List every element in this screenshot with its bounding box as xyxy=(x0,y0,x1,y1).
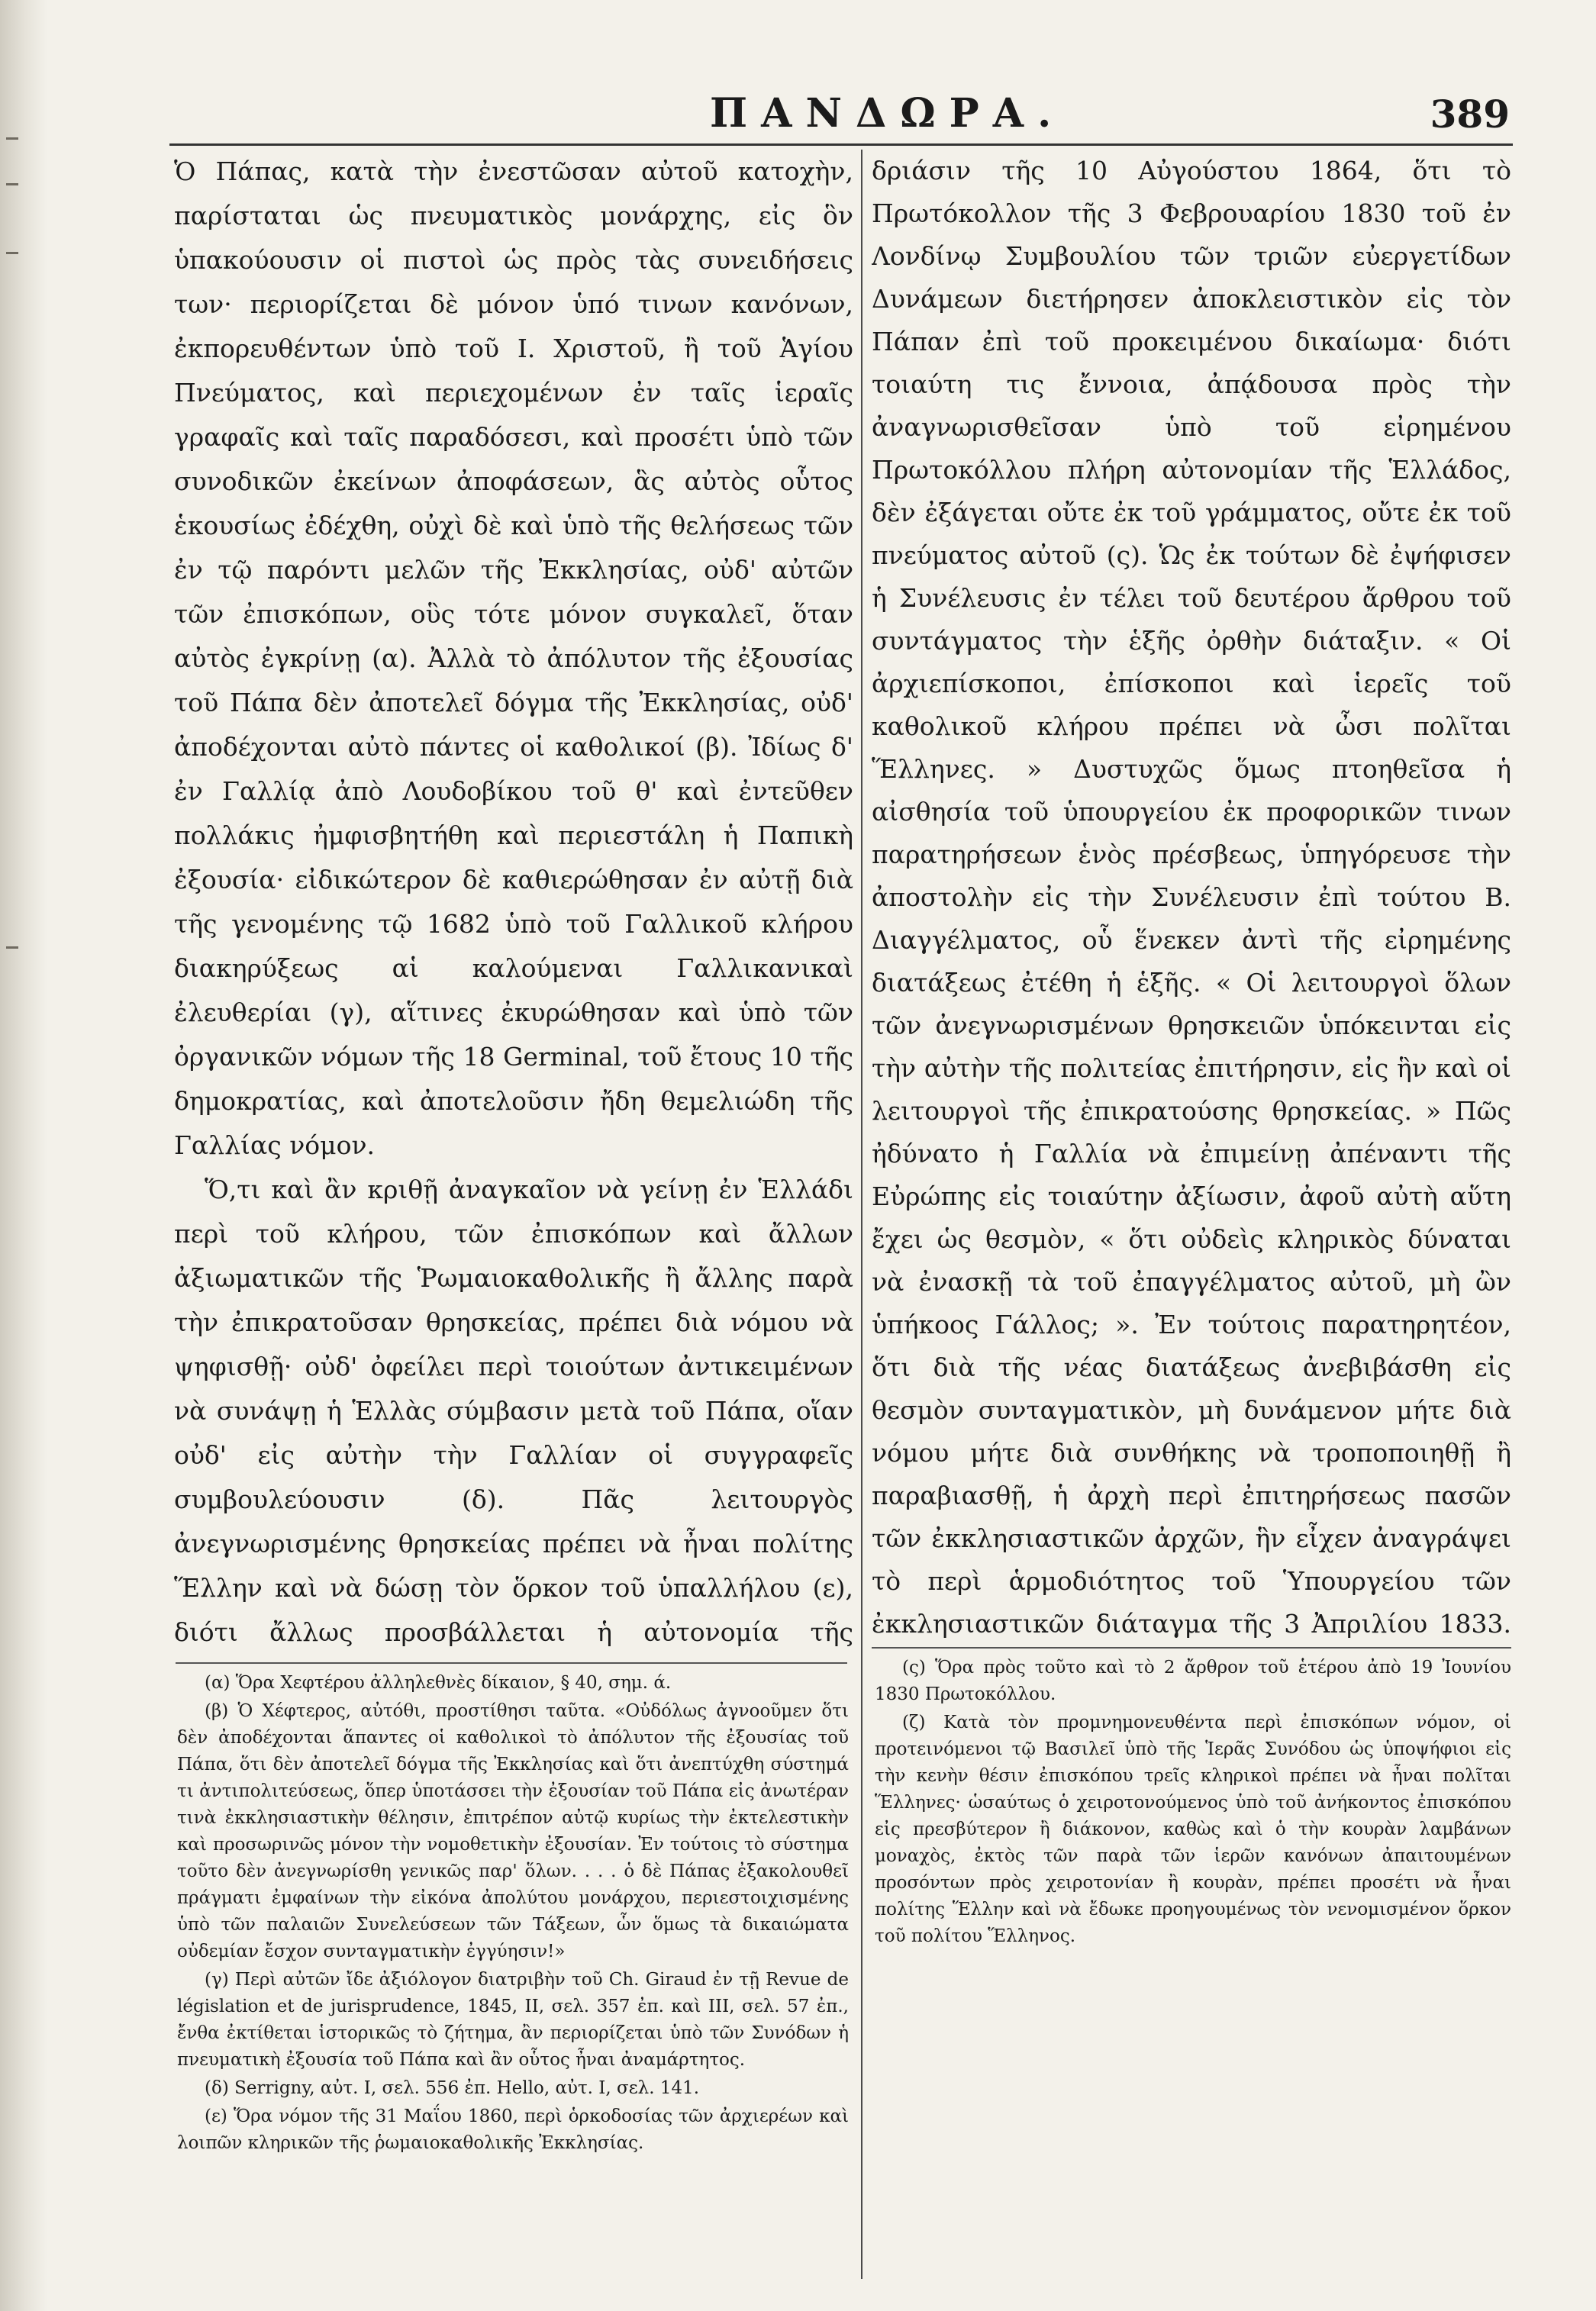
page-number: 389 xyxy=(1430,92,1510,137)
header-rule xyxy=(169,143,1513,146)
right-footnotes xyxy=(875,1655,1511,2280)
footnote-gamma: (γ) Περὶ αὐτῶν ἴδε ἀξιόλογον διατριβὴν τοῦ Ch. Giraud ἐν τῇ Revue de législation et de jurisprudence, 1845, II, σελ. 357 ἐπ. καὶ III, σελ. 57 ἐπ., ἔνθα ἐκτίθεται ἱστορικῶς τὸ ζήτημα, ἂν περιορίζεται ὑπὸ τῶν Συνόδων ἡ πνευματικὴ ἐξουσία τοῦ Πάπα καὶ ἂν οὗτος ἦναι ἀναμάρτητος. xyxy=(177,1970,849,2070)
spine-mark xyxy=(6,252,18,254)
left-paragraph-2: Ὅ,τι καὶ ἂν κριθῇ ἀναγκαῖον νὰ γείνῃ ἐν Ἑλλάδι περὶ τοῦ κλήρου, τῶν ἐπισκόπων καὶ ἄλλων ἀξιωματικῶν τῆς Ῥωμαιοκαθολικῆς ἢ ἄλλης παρὰ τὴν ἐπικρατοῦσαν θρησκείας, πρέπει διὰ νόμου νὰ ψηφισθῇ· οὐδ' ὀφείλει περὶ τοιούτων ἀντικειμένων νὰ συνάψῃ ἡ Ἑλλὰς σύμβασιν μετὰ τοῦ Πάπα, οἵαν οὐδ' εἰς αὐτὴν τὴν Γαλλίαν οἱ συγγραφεῖς συμβουλεύουσιν (δ). Πᾶς λειτουργὸς ἀνεγνωρισμένης θρησκείας πρέπει νὰ ἦναι πολίτης Ἕλλην καὶ νὰ δώσῃ τὸν ὅρκον τοῦ ὑπαλλήλου (ε), διότι ἄλλως προσβάλλεται ἡ αὐτονομία τῆς xyxy=(174,1175,853,1647)
footnote-zeta: (ζ) Κατὰ τὸν προμνημονευθέντα περὶ ἐπισκόπων νόμον, οἱ προτεινόμενοι τῷ Βασιλεῖ ὑπὸ τῆς Ἱερᾶς Συνόδου ὡς ὑποψήφιοι εἰς τὴν κενὴν θέσιν ἐπισκόπου τρεῖς κληρικοὶ πρέπει νὰ ἦναι πολῖται Ἕλληνες· ὡσαύτως ὁ χειροτονούμενος ὑπὸ τοῦ ἀνήκοντος ἐπισκόπου εἰς πρεσβύτερον ἢ διάκονον, καθὼς καὶ ὁ τὴν κουρὰν λαμβάνων μοναχὸς, ἐκτὸς τῶν παρὰ τῶν ἱερῶν κανόνων ἀπαιτουμένων προσόντων πρὸς χειροτονίαν ἢ κουρὰν, πρέπει προσέτι νὰ ἦναι πολίτης Ἕλλην καὶ νὰ ἔδωκε προηγουμένως τὸν νενομισμένον ὅρκον τοῦ πολίτου Ἕλληνος. xyxy=(875,1713,1511,1946)
left-footnotes xyxy=(177,1670,849,2280)
column-divider xyxy=(861,150,862,2279)
spine-mark xyxy=(6,137,18,140)
running-title: ΠΑΝΔΩΡΑ. xyxy=(710,90,1066,137)
right-column-body xyxy=(872,150,1511,1638)
footnote-beta: (β) Ὁ Χέφτερος, αὐτόθι, προστίθησι ταῦτα. «Οὐδόλως ἀγνοοῦμεν ὅτι δὲν ἀποδέχονται ἅπαντες οἱ καθολικοὶ τὸ ἀπόλυτον τῆς ἐξουσίας τοῦ Πάπα, ὅτι δὲν ἀποτελεῖ δόγμα τῆς Ἐκκλησίας καὶ ὅτι ἀνεπτύχθη σύστημά τι ἀντιπολιτεύσεως, ὅπερ ὑποτάσσει τὴν ἐξουσίαν τοῦ Πάπα εἰς ἀνωτέραν τινὰ ἐκκλησιαστικὴν θέλησιν, ἐπιτρέπον αὐτῷ κυρίως τὴν ἐκτελεστικὴν καὶ προσωρινῶς μόνον τὴν νομοθετικὴν ἐξουσίαν. Ἐν τούτοις τὸ σύστημα τοῦτο δὲν ἀνεγνωρίσθη γενικῶς παρ' ὅλων. . . . ὁ δὲ Πάπας ἐξακολουθεῖ πράγματι ἐμφαίνων τὴν εἰκόνα ἀπολύτου μονάρχου, περιεστοιχισμένης ὑπὸ τῶν παλαιῶν Συνελεύσεων τῶν Τάξεων, ὧν ὅμως τὰ δικαιώματα οὐδεμίαν ἔσχον συνταγματικὴν ἐγγύησιν!» xyxy=(177,1701,849,1961)
footnote-delta: (δ) Serrigny, αὐτ. I, σελ. 556 ἐπ. Hello, αὐτ. I, σελ. 141. xyxy=(205,2078,700,2098)
footnote-rule-right xyxy=(872,1647,1511,1649)
footnote-stigma: (ς) Ὅρα πρὸς τοῦτο καὶ τὸ 2 ἄρθρον τοῦ ἑτέρου ἀπὸ 19 Ἰουνίου 1830 Πρωτοκόλλου. xyxy=(875,1658,1511,1704)
left-column-body xyxy=(174,150,853,1653)
spine-mark xyxy=(6,946,18,949)
left-paragraph-1: Ὁ Πάπας, κατὰ τὴν ἐνεστῶσαν αὐτοῦ κατοχὴν, παρίσταται ὡς πνευματικὸς μονάρχης, εἰς ὃν ὑπακούουσιν οἱ πιστοὶ ὡς πρὸς τὰς συνειδήσεις των· περιορίζεται δὲ μόνον ὑπό τινων κανόνων, ἐκπορευθέντων ὑπὸ τοῦ Ι. Χριστοῦ, ἢ τοῦ Ἁγίου Πνεύματος, καὶ περιεχομένων ἐν ταῖς ἱεραῖς γραφαῖς καὶ ταῖς παραδόσεσι, καὶ προσέτι ὑπὸ τῶν συνοδικῶν ἐκείνων ἀποφάσεων, ἃς αὐτὸς οὗτος ἑκουσίως ἐδέχθη, οὐχὶ δὲ καὶ ὑπὸ τῆς θελήσεως τῶν ἐν τῷ παρόντι μελῶν τῆς Ἐκκλησίας, οὐδ' αὐτῶν τῶν ἐπισκόπων, οὓς τότε μόνον συγκαλεῖ, ὅταν αὐτὸς ἐγκρίνῃ (α). Ἀλλὰ τὸ ἀπόλυτον τῆς ἐξουσίας τοῦ Πάπα δὲν ἀποτελεῖ δόγμα τῆς Ἐκκλησίας, οὐδ' ἀποδέχονται αὐτὸ πάντες οἱ καθολικοί (β). Ἰδίως δ' ἐν Γαλλίᾳ ἀπὸ Λουδοβίκου τοῦ θ' καὶ ἐντεῦθεν πολλάκις ἠμφισβητήθη καὶ περιεστάλη ἡ Παπικὴ ἐξουσία· εἰδικώτερον δὲ καθιερώθησαν ἐν αὐτῇ διὰ τῆς γενομένης τῷ 1682 ὑπὸ τοῦ Γαλλικοῦ κλήρου διακηρύξεως αἱ καλούμεναι Γαλλικανικαὶ ἐλευθερίαι (γ), αἵτινες ἐκυρώθησαν καὶ ὑπὸ τῶν ὀργανικῶν νόμων τῆς 18 Germinal, τοῦ ἔτους 10 τῆς δημοκρατίας, καὶ ἀποτελοῦσιν ἤδη θεμελιώδη τῆς Γαλλίας νόμον. xyxy=(174,156,853,1160)
footnote-epsilon: (ε) Ὅρα νόμον τῆς 31 Μαΐου 1860, περὶ ὁρκοδοσίας τῶν ἀρχιερέων καὶ λοιπῶν κληρικῶν τῆς ῥωμαιοκαθολικῆς Ἐκκλησίας. xyxy=(177,2106,849,2153)
spine-mark xyxy=(6,183,18,185)
footnote-alpha: (α) Ὅρα Χεφτέρου ἀλληλεθνὲς δίκαιον, § 40, σημ. ά. xyxy=(205,1673,672,1693)
footnote-rule-left xyxy=(176,1662,847,1664)
book-spine-shadow xyxy=(0,0,47,2311)
right-paragraph-1: δριάσιν τῆς 10 Αὐγούστου 1864, ὅτι τὸ Πρωτόκολλον τῆς 3 Φεβρουαρίου 1830 τοῦ ἐν Λονδίνῳ Συμβουλίου τῶν τριῶν εὐεργετίδων Δυνάμεων διετήρησεν ἀποκλειστικὸν εἰς τὸν Πάπαν ἐπὶ τοῦ προκειμένου δικαίωμα· διότι τοιαύτη τις ἔννοια, ἀπᾴδουσα πρὸς τὴν ἀναγνωρισθεῖσαν ὑπὸ τοῦ εἰρημένου Πρωτοκόλλου πλήρη αὐτονομίαν τῆς Ἑλλάδος, δὲν ἐξάγεται οὔτε ἐκ τοῦ γράμματος, οὔτε ἐκ τοῦ πνεύματος αὐτοῦ (ς). Ὡς ἐκ τούτων δὲ ἐψήφισεν ἡ Συνέλευσις ἐν τέλει τοῦ δευτέρου ἄρθρου τοῦ συντάγματος τὴν ἑξῆς ὀρθὴν διάταξιν. « Οἱ ἀρχιεπίσκοποι, ἐπίσκοποι καὶ ἱερεῖς τοῦ καθολικοῦ κλήρου πρέπει νὰ ὦσι πολῖται Ἕλληνες. » Δυστυχῶς ὅμως πτοηθεῖσα ἡ αἰσθησία τοῦ ὑπουργείου ἐκ προφορικῶν τινων παρατηρήσεων ἑνὸς πρέσβεως, ὑπηγόρευσε τὴν ἀποστολὴν εἰς τὴν Συνέλευσιν ἐπὶ τούτου Β. Διαγγέλματος, οὗ ἕνεκεν ἀντὶ τῆς εἰρημένης διατάξεως ἐτέθη ἡ ἑξῆς. « Οἱ λειτουργοὶ ὅλων τῶν ἀνεγνωρισμένων θρησκειῶν ὑπόκεινται εἰς τὴν αὐτὴν τῆς πολιτείας ἐπιτήρησιν, εἰς ἣν καὶ οἱ λειτουργοὶ τῆς ἐπικρατούσης θρησκείας. » Πῶς ἠδύνατο ἡ Γαλλία νὰ ἐπιμείνῃ ἀπέναντι τῆς Εὐρώπης εἰς τοιαύτην ἀξίωσιν, ἀφοῦ αὐτὴ αὕτη ἔχει ὡς θεσμὸν, « ὅτι οὐδεὶς κληρικὸς δύναται νὰ ἐνασκῇ τὰ τοῦ ἐπαγγέλματος αὐτοῦ, μὴ ὢν ὑπήκοος Γάλλος; ». Ἐν τούτοις παρατηρητέον, ὅτι διὰ τῆς νέας διατάξεως ἀνεβιβάσθη εἰς θεσμὸν συνταγματικὸν, μὴ δυνάμενον μήτε διὰ νόμου μήτε διὰ συνθήκης νὰ τροποποιηθῇ ἢ παραβιασθῇ, ἡ ἀρχὴ περὶ ἐπιτηρήσεως πασῶν τῶν ἐκκλησιαστικῶν ἀρχῶν, ἣν εἶχεν ἀναγράψει τὸ περὶ ἁρμοδιότητος τοῦ Ὑπουργείου τῶν ἐκκλησιαστικῶν διάταγμα τῆς 3 Ἀπριλίου 1833. xyxy=(872,156,1511,1638)
